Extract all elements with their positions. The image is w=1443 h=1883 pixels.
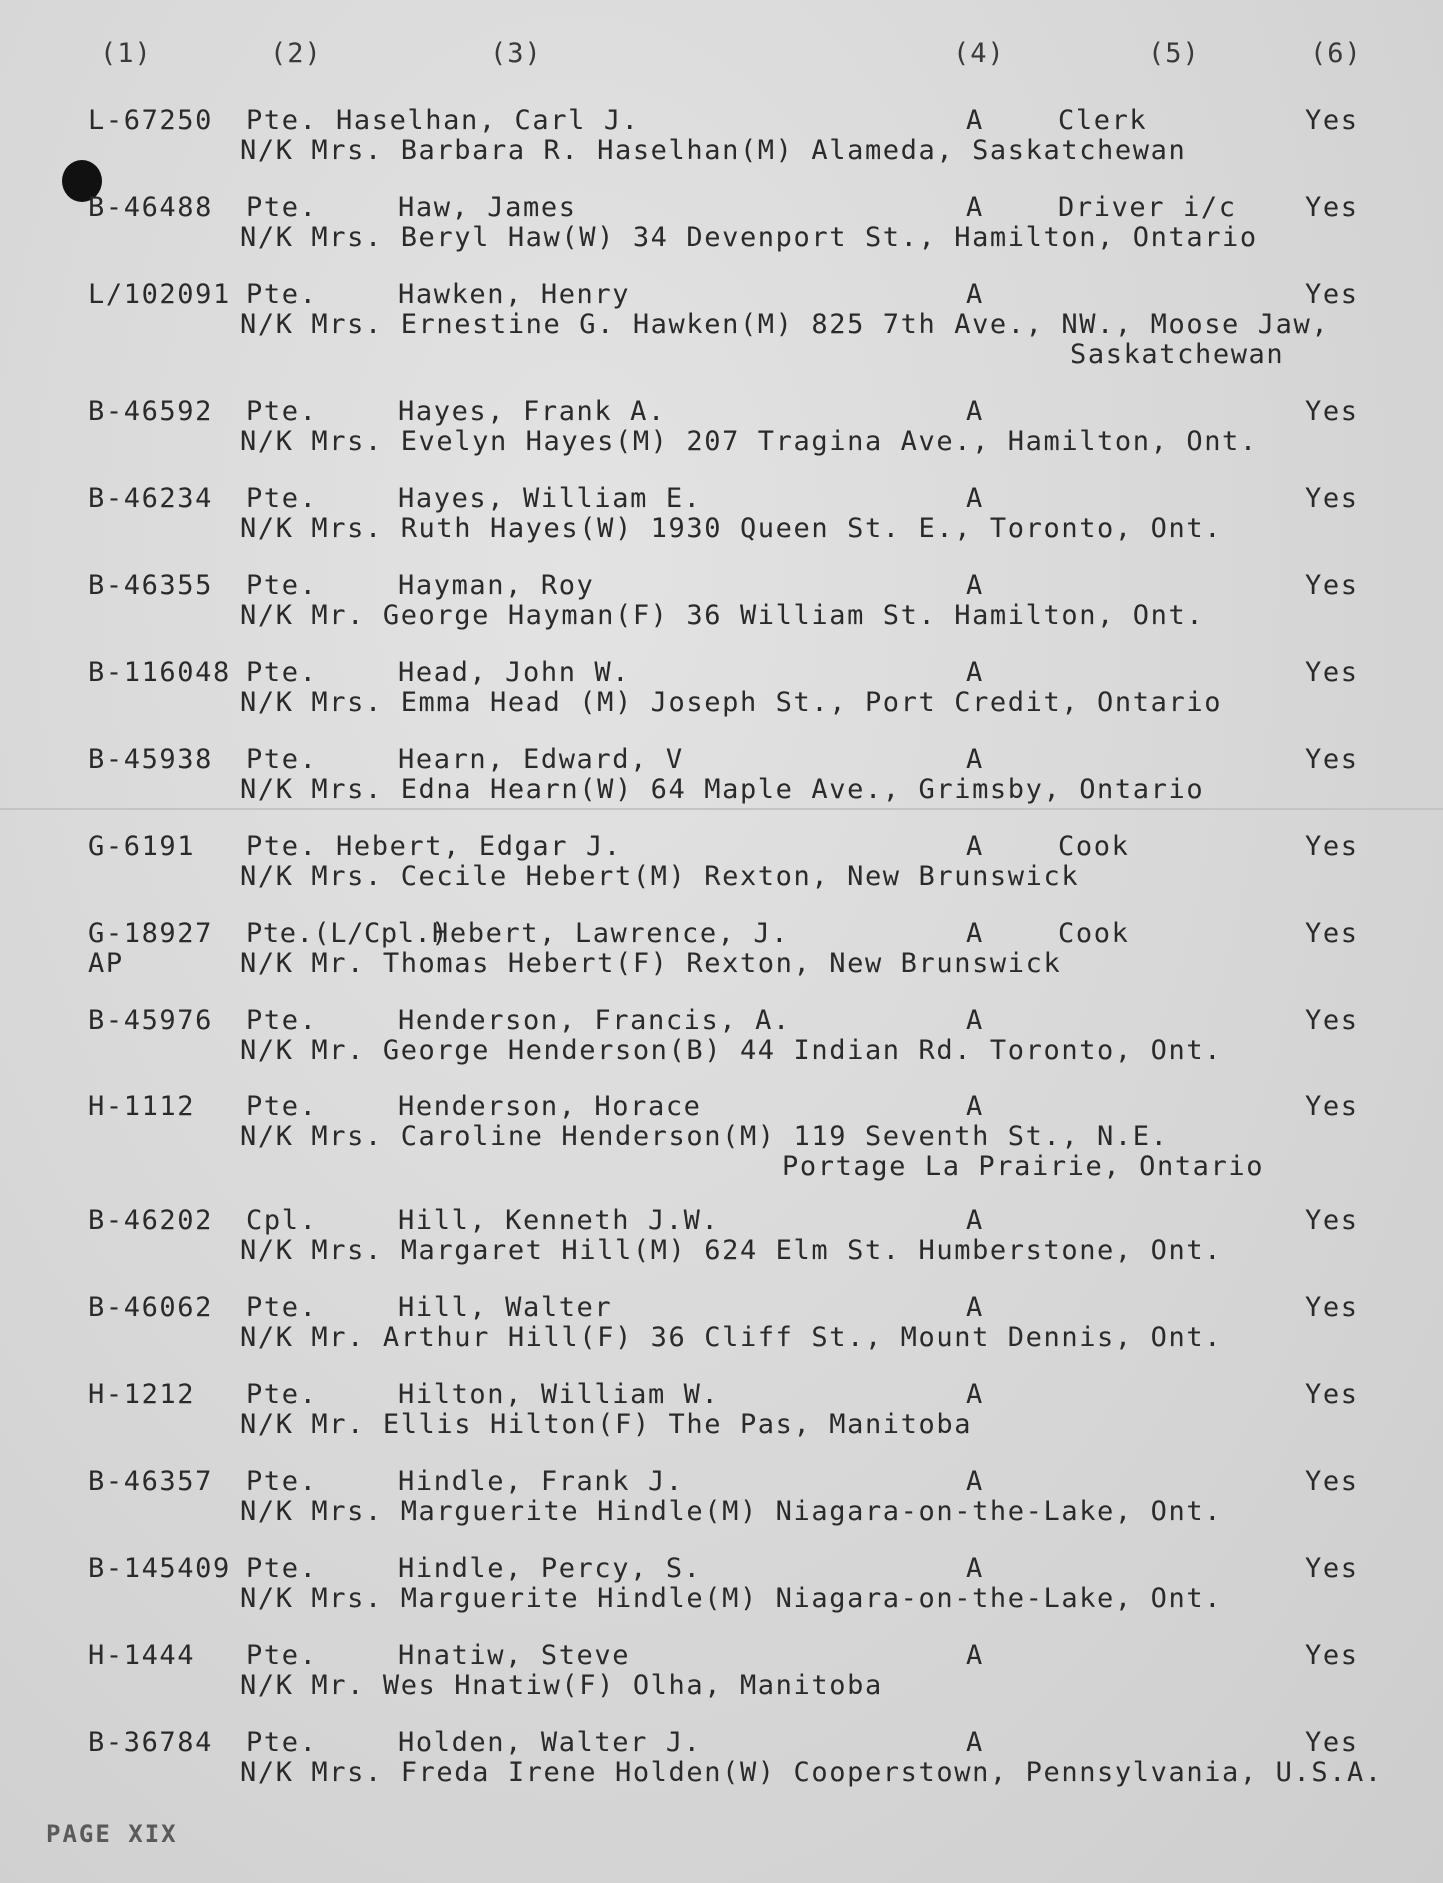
roll-entry: [0, 1091, 1443, 1182]
answer: Yes: [1305, 1091, 1359, 1122]
service-number: G-6191: [88, 831, 196, 862]
answer: Yes: [1305, 1640, 1359, 1671]
next-of-kin: N/K Mrs. Evelyn Hayes(M) 207 Tragina Ave., Hamilton, Ont.: [240, 426, 1258, 457]
answer: Yes: [1305, 744, 1359, 775]
rank: Pte.: [246, 1466, 318, 1497]
category: A: [966, 396, 984, 427]
roll-entry: [0, 657, 1443, 737]
column-header-1: (1): [100, 38, 152, 69]
category: A: [966, 1005, 984, 1036]
service-number: B-116048: [88, 657, 231, 688]
rank: Pte.: [246, 1379, 318, 1410]
next-of-kin: N/K Mrs. Ernestine G. Hawken(M) 825 7th Ave., NW., Moose Jaw,: [240, 309, 1330, 340]
next-of-kin-continued: Portage La Prairie, Ontario: [782, 1151, 1265, 1182]
page-footer: PAGE XIX: [46, 1820, 178, 1848]
soldier-name: Holden, Walter J.: [398, 1727, 702, 1758]
answer: Yes: [1305, 570, 1359, 601]
service-number: B-46488: [88, 192, 213, 223]
category: A: [966, 279, 984, 310]
service-number: B-46202: [88, 1205, 213, 1236]
service-number: H-1212: [88, 1379, 196, 1410]
next-of-kin: N/K Mr. George Hayman(F) 36 William St. Hamilton, Ont.: [240, 600, 1205, 631]
roll-entry: [0, 192, 1443, 272]
service-number: B-145409: [88, 1553, 231, 1584]
rank: Pte.: [246, 1292, 318, 1323]
soldier-name: Hayman, Roy: [398, 570, 595, 601]
service-number: H-1444: [88, 1640, 196, 1671]
roll-entry: [0, 918, 1443, 998]
rank: Pte.: [246, 744, 318, 775]
category: A: [966, 918, 984, 949]
next-of-kin: N/K Mr. Thomas Hebert(F) Rexton, New Brunswick: [240, 948, 1062, 979]
service-number: B-46592: [88, 396, 213, 427]
soldier-name: Hayes, William E.: [398, 483, 702, 514]
next-of-kin: N/K Mrs. Marguerite Hindle(M) Niagara-on-the-Lake, Ont.: [240, 1496, 1223, 1527]
roll-entry: [0, 279, 1443, 370]
roll-entry: [0, 105, 1443, 185]
column-header-5: (5): [1148, 38, 1200, 69]
answer: Yes: [1305, 105, 1359, 136]
soldier-name: Hindle, Percy, S.: [398, 1553, 702, 1584]
soldier-name: Hebert, Lawrence, J.: [432, 918, 790, 949]
category: A: [966, 1553, 984, 1584]
next-of-kin: N/K Mrs. Freda Irene Holden(W) Cooperstown, Pennsylvania, U.S.A.: [240, 1757, 1383, 1788]
answer: Yes: [1305, 1727, 1359, 1758]
trade: Cook: [1058, 831, 1130, 862]
soldier-name: Head, John W.: [398, 657, 631, 688]
rank: Pte.: [246, 279, 318, 310]
trade: Driver i/c: [1058, 192, 1237, 223]
roll-entry: [0, 831, 1443, 911]
rank: Pte.: [246, 1553, 318, 1584]
column-header-2: (2): [270, 38, 322, 69]
service-number: B-45938: [88, 744, 213, 775]
trade: Cook: [1058, 918, 1130, 949]
soldier-name: Hindle, Frank J.: [398, 1466, 684, 1497]
next-of-kin: N/K Mrs. Edna Hearn(W) 64 Maple Ave., Grimsby, Ontario: [240, 774, 1205, 805]
answer: Yes: [1305, 1005, 1359, 1036]
service-number: L/102091: [88, 279, 231, 310]
column-header-6: (6): [1310, 38, 1362, 69]
answer: Yes: [1305, 396, 1359, 427]
answer: Yes: [1305, 483, 1359, 514]
soldier-name: Hebert, Edgar J.: [336, 831, 622, 862]
soldier-name: Hill, Kenneth J.W.: [398, 1205, 720, 1236]
roll-entry: [0, 570, 1443, 650]
answer: Yes: [1305, 1205, 1359, 1236]
category: A: [966, 483, 984, 514]
roll-entry: [0, 1727, 1443, 1807]
rank: Pte.(L/Cpl.): [246, 918, 449, 949]
roll-entry: [0, 1005, 1443, 1085]
category: A: [966, 1640, 984, 1671]
service-number: L-67250: [88, 105, 213, 136]
rank: Pte.: [246, 570, 318, 601]
rank: Pte.: [246, 483, 318, 514]
answer: Yes: [1305, 1466, 1359, 1497]
category: A: [966, 1205, 984, 1236]
category: A: [966, 192, 984, 223]
soldier-name: Hearn, Edward, V: [398, 744, 684, 775]
rank: Pte.: [246, 1091, 318, 1122]
rank: Pte.: [246, 192, 318, 223]
rank: Pte.: [246, 657, 318, 688]
next-of-kin-continued: Saskatchewan: [1070, 339, 1285, 370]
answer: Yes: [1305, 831, 1359, 862]
category: A: [966, 1091, 984, 1122]
category: A: [966, 831, 984, 862]
roll-entry: [0, 1466, 1443, 1546]
soldier-name: Henderson, Francis, A.: [398, 1005, 791, 1036]
roll-entry: [0, 1379, 1443, 1459]
next-of-kin: N/K Mrs. Marguerite Hindle(M) Niagara-on-the-Lake, Ont.: [240, 1583, 1223, 1614]
answer: Yes: [1305, 1292, 1359, 1323]
answer: Yes: [1305, 279, 1359, 310]
soldier-name: Hill, Walter: [398, 1292, 613, 1323]
next-of-kin: N/K Mrs. Beryl Haw(W) 34 Devenport St., Hamilton, Ontario: [240, 222, 1258, 253]
column-header-4: (4): [953, 38, 1005, 69]
next-of-kin: N/K Mrs. Cecile Hebert(M) Rexton, New Brunswick: [240, 861, 1080, 892]
soldier-name: Hayes, Frank A.: [398, 396, 666, 427]
category: A: [966, 105, 984, 136]
service-number: B-46234: [88, 483, 213, 514]
answer: Yes: [1305, 1379, 1359, 1410]
roll-entry: [0, 483, 1443, 563]
category: A: [966, 1727, 984, 1758]
rank: Pte.: [246, 1005, 318, 1036]
service-number: B-46355: [88, 570, 213, 601]
service-number: B-45976: [88, 1005, 213, 1036]
rank: Pte.: [246, 1727, 318, 1758]
soldier-name: Henderson, Horace: [398, 1091, 702, 1122]
category: A: [966, 744, 984, 775]
next-of-kin: N/K Mrs. Ruth Hayes(W) 1930 Queen St. E., Toronto, Ont.: [240, 513, 1223, 544]
next-of-kin: N/K Mrs. Emma Head (M) Joseph St., Port Credit, Ontario: [240, 687, 1223, 718]
answer: Yes: [1305, 1553, 1359, 1584]
next-of-kin: N/K Mr. Wes Hnatiw(F) Olha, Manitoba: [240, 1670, 883, 1701]
rank: Pte.: [246, 1640, 318, 1671]
trade: Clerk: [1058, 105, 1148, 136]
rank: Pte.: [246, 396, 318, 427]
roll-entry: [0, 1205, 1443, 1285]
rank: Pte.: [246, 831, 318, 862]
category: A: [966, 1379, 984, 1410]
category: A: [966, 657, 984, 688]
soldier-name: Haselhan, Carl J.: [336, 105, 640, 136]
next-of-kin: N/K Mrs. Caroline Henderson(M) 119 Seventh St., N.E.: [240, 1121, 1169, 1152]
soldier-name: Haw, James: [398, 192, 577, 223]
next-of-kin: N/K Mr. Arthur Hill(F) 36 Cliff St., Mount Dennis, Ont.: [240, 1322, 1223, 1353]
roll-entry: [0, 1553, 1443, 1633]
service-suffix: AP: [88, 948, 124, 979]
roll-entry: [0, 396, 1443, 476]
service-number: B-46062: [88, 1292, 213, 1323]
category: A: [966, 1466, 984, 1497]
answer: Yes: [1305, 192, 1359, 223]
roll-entry: [0, 744, 1443, 824]
service-number: B-36784: [88, 1727, 213, 1758]
service-number: G-18927: [88, 918, 213, 949]
roll-entry: [0, 1640, 1443, 1720]
service-number: B-46357: [88, 1466, 213, 1497]
answer: Yes: [1305, 657, 1359, 688]
column-header-3: (3): [490, 38, 542, 69]
category: A: [966, 1292, 984, 1323]
service-number: H-1112: [88, 1091, 196, 1122]
soldier-name: Hawken, Henry: [398, 279, 631, 310]
rank: Pte.: [246, 105, 318, 136]
roll-entry: [0, 1292, 1443, 1372]
next-of-kin: N/K Mr. George Henderson(B) 44 Indian Rd. Toronto, Ont.: [240, 1035, 1223, 1066]
soldier-name: Hnatiw, Steve: [398, 1640, 631, 1671]
next-of-kin: N/K Mrs. Barbara R. Haselhan(M) Alameda, Saskatchewan: [240, 135, 1187, 166]
answer: Yes: [1305, 918, 1359, 949]
rank: Cpl.: [246, 1205, 318, 1236]
next-of-kin: N/K Mrs. Margaret Hill(M) 624 Elm St. Humberstone, Ont.: [240, 1235, 1223, 1266]
next-of-kin: N/K Mr. Ellis Hilton(F) The Pas, Manitoba: [240, 1409, 973, 1440]
category: A: [966, 570, 984, 601]
soldier-name: Hilton, William W.: [398, 1379, 720, 1410]
